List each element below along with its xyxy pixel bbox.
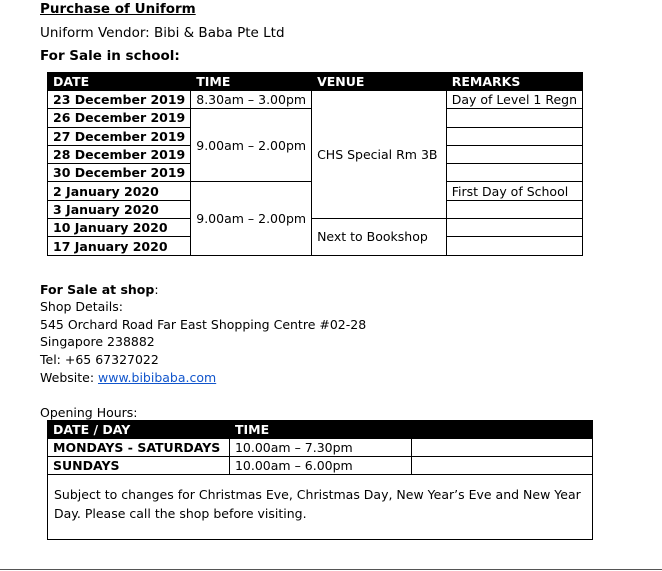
remarks-cell: First Day of School (446, 182, 582, 200)
opening-hours-label: Opening Hours: (40, 405, 138, 420)
time-cell: 10.00am – 7.30pm (229, 439, 411, 457)
date-cell: 10 January 2020 (48, 219, 191, 237)
date-cell: 27 December 2019 (48, 127, 191, 145)
date-cell: 23 December 2019 (48, 91, 191, 109)
table-row (48, 475, 593, 540)
shop-heading-text: For Sale at shop (40, 282, 155, 297)
remarks-cell (446, 164, 582, 182)
shop-address-line2: Singapore 238882 (40, 334, 155, 349)
table-row (48, 91, 583, 109)
remarks-cell (446, 237, 582, 255)
time-cell: 9.00am – 2.00pm (191, 109, 312, 182)
shop-heading (40, 282, 159, 297)
date-cell: 26 December 2019 (48, 109, 191, 127)
shop-details-label: Shop Details: (40, 299, 123, 314)
day-cell: MONDAYS - SATURDAYS (48, 439, 230, 457)
shop-tel: Tel: +65 67327022 (40, 352, 159, 367)
header-date-day: DATE / DAY (48, 421, 230, 439)
date-cell: 3 January 2020 (48, 200, 191, 218)
header-remarks: REMARKS (446, 73, 582, 91)
table-row (48, 219, 583, 237)
remarks-cell (446, 200, 582, 218)
header-venue: VENUE (312, 73, 447, 91)
hours-note: Subject to changes for Christmas Eve, Christmas Day, New Year’s Eve and New Year Day. Please call the shop before visiting. (48, 475, 593, 540)
date-cell: 30 December 2019 (48, 164, 191, 182)
page-title: Purchase of Uniform (40, 1, 196, 17)
empty-cell (411, 439, 592, 457)
time-cell: 10.00am – 6.00pm (229, 457, 411, 475)
shop-website-line (40, 370, 216, 385)
date-cell: 28 December 2019 (48, 145, 191, 163)
header-date: DATE (48, 73, 191, 91)
date-cell: 2 January 2020 (48, 182, 191, 200)
website-label: Website: (40, 370, 99, 385)
empty-cell (411, 457, 592, 475)
table-header-row (48, 73, 583, 91)
venue-cell: CHS Special Rm 3B (312, 91, 447, 219)
header-time: TIME (191, 73, 312, 91)
for-sale-school-heading: For Sale in school: (40, 48, 180, 64)
remarks-cell (446, 145, 582, 163)
shop-address-line1: 545 Orchard Road Far East Shopping Centre #02-28 (40, 317, 367, 332)
remarks-cell (446, 127, 582, 145)
remarks-cell: Day of Level 1 Regn (446, 91, 582, 109)
page-bottom-rule (0, 569, 662, 570)
opening-hours-table (47, 420, 593, 540)
vendor-line: Uniform Vendor: Bibi & Baba Pte Ltd (40, 25, 285, 41)
table-row (48, 457, 593, 475)
day-cell: SUNDAYS (48, 457, 230, 475)
shop-heading-colon: : (154, 282, 159, 297)
school-sale-table (47, 72, 583, 256)
remarks-cell (446, 219, 582, 237)
table-row (48, 439, 593, 457)
venue-cell: Next to Bookshop (312, 219, 447, 256)
remarks-cell (446, 109, 582, 127)
time-cell: 8.30am – 3.00pm (191, 91, 312, 109)
time-cell: 9.00am – 2.00pm (191, 182, 312, 255)
hours-header-row (48, 421, 593, 439)
date-cell: 17 January 2020 (48, 237, 191, 255)
website-link[interactable]: www.bibibaba.com (98, 370, 217, 385)
header-time: TIME (229, 421, 592, 439)
